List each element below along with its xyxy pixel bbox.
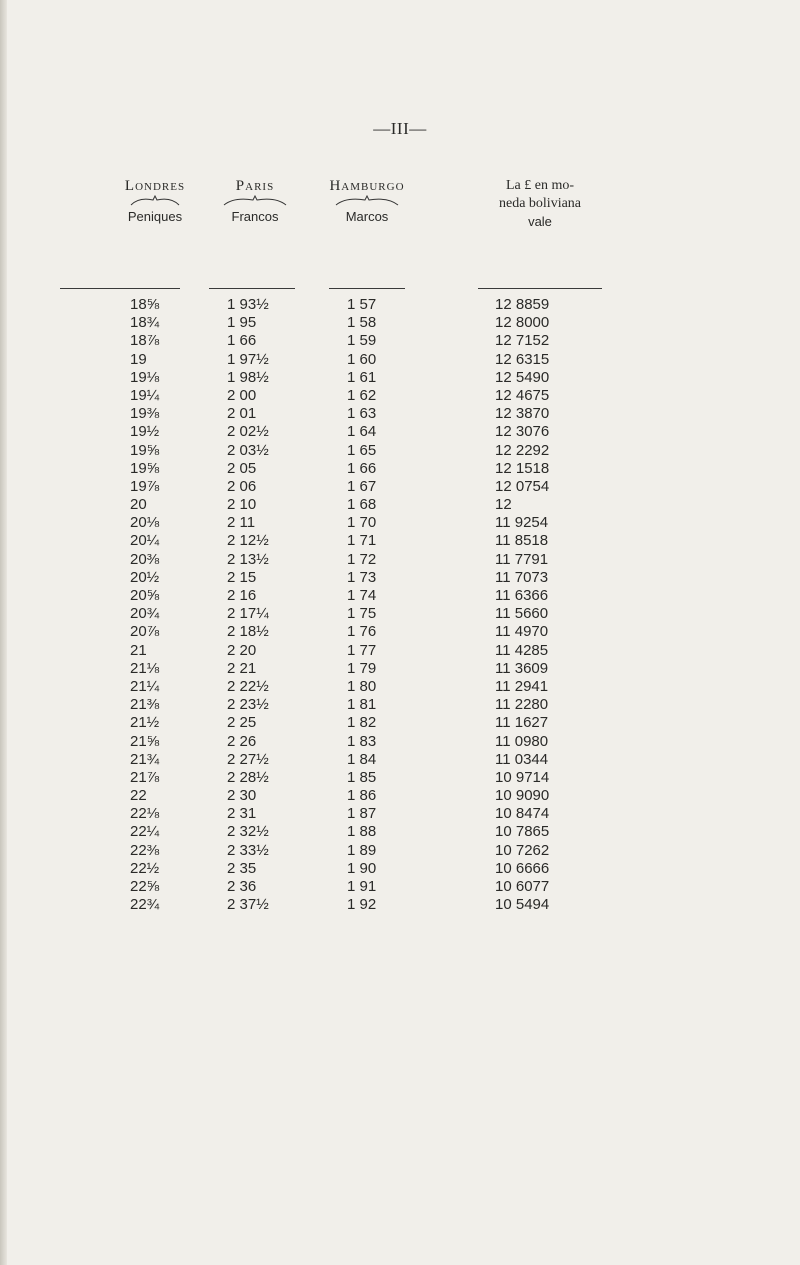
francs-cell: 1 98½ [227,368,269,386]
francs-cell: 2 12½ [227,532,269,550]
table-row [0,642,800,660]
marks-cell: 1 91 [347,878,377,895]
table-row [0,478,800,496]
table-row [0,860,800,878]
marks-cell: 1 67 [347,477,377,495]
page-title: —III— [373,119,427,138]
francs-cell: 2 36 [227,878,257,895]
francs-cell: 2 15 [227,568,257,586]
marks-cell: 1 73 [347,568,377,586]
header-rule [60,288,180,289]
header-londres-unit: Peniques [127,209,183,224]
pence-cell: 21⅛ [130,659,160,677]
marks-cell: 1 58 [347,314,377,332]
bolivian-value-cell: 11 2941 [495,677,549,695]
francs-cell: 2 00 [227,386,257,404]
pence-cell: 21¼ [130,677,160,695]
bolivian-value-cell: 12 7152 [495,332,550,350]
pence-cell: 21⅝ [130,732,160,750]
francs-cell: 2 13½ [227,550,269,568]
bolivian-value-cell: 11 0980 [495,732,549,750]
header-bolivia-unit: vale [528,214,552,229]
francs-cell: 2 30 [227,787,257,805]
pence-cell: 18¾ [130,314,160,332]
francs-cell: 2 17¼ [227,605,269,623]
marks-cell: 1 92 [347,896,377,914]
marks-cell: 1 86 [347,787,377,805]
pence-cell: 20⅞ [130,623,160,641]
table-row [0,769,800,787]
pence-cell: 22¾ [130,896,160,914]
brace-icon [222,195,288,207]
header-hamburgo-unit: Marcos [345,209,389,224]
table-row [0,714,800,732]
francs-cell: 2 21 [227,659,257,677]
marks-cell: 1 71 [347,532,377,550]
header-bolivia-line1: La £ en mo- [505,178,575,193]
bolivian-value-cell: 12 3076 [495,423,550,441]
pence-cell: 18⅝ [130,296,160,313]
pence-cell: 20⅜ [130,550,160,568]
pence-cell: 19⅞ [130,477,160,495]
francs-cell: 2 01 [227,405,257,423]
marks-cell: 1 74 [347,587,377,604]
brace-icon [334,195,400,207]
table-row [0,314,800,332]
table-row [0,532,800,550]
header-hamburgo-name: Hamburgo [329,178,405,194]
pence-cell: 20⅝ [130,587,160,604]
table-row [0,332,800,350]
marks-cell: 1 88 [347,823,377,841]
bolivian-value-cell: 12 8859 [495,296,550,313]
francs-cell: 1 97½ [227,350,269,368]
bolivian-value-cell: 10 7262 [495,841,550,859]
bolivian-value-cell: 11 7073 [495,568,549,586]
pence-cell: 18⅞ [130,332,160,350]
francs-cell: 2 26 [227,732,257,750]
pence-cell: 19 [130,350,147,368]
header-bolivia [455,178,625,229]
marks-cell: 1 76 [347,623,377,641]
bolivian-value-cell: 11 0344 [495,750,549,768]
pence-cell: 22⅝ [130,878,160,895]
bolivian-value-cell: 10 6666 [495,859,550,877]
bolivian-value-cell: 10 9090 [495,787,550,805]
marks-cell: 1 62 [347,386,377,404]
marks-cell: 1 65 [347,441,377,459]
marks-cell: 1 75 [347,605,377,623]
francs-cell: 1 95 [227,314,257,332]
pence-cell: 21¾ [130,750,160,768]
table-row [0,423,800,441]
marks-cell: 1 63 [347,405,377,423]
pence-cell: 20 [130,496,147,514]
marks-cell: 1 80 [347,677,377,695]
francs-cell: 2 37½ [227,896,269,914]
table-row [0,696,800,714]
marks-cell: 1 72 [347,550,377,568]
marks-cell: 1 83 [347,732,377,750]
header-paris-unit: Francos [231,209,279,224]
bolivian-value-cell: 10 9714 [495,768,550,786]
marks-cell: 1 89 [347,841,377,859]
bolivian-value-cell: 11 8518 [495,532,549,550]
bolivian-value-cell: 12 2292 [495,441,550,459]
header-hamburgo [307,178,427,224]
table-header [0,178,800,288]
bolivian-value-cell: 12 6315 [495,350,550,368]
francs-cell: 2 06 [227,477,257,495]
table-row [0,296,800,314]
francs-cell: 2 03½ [227,441,269,459]
table-row [0,605,800,623]
marks-cell: 1 77 [347,641,377,659]
francs-cell: 2 22½ [227,677,269,695]
pence-cell: 21⅜ [130,696,160,714]
header-londres [100,178,210,224]
francs-cell: 2 02½ [227,423,269,441]
table-row [0,878,800,896]
pence-cell: 21½ [130,714,160,732]
bolivian-value-cell: 12 5490 [495,368,550,386]
pence-cell: 19¼ [130,386,160,404]
pence-cell: 19⅝ [130,459,160,477]
bolivian-value-cell: 11 4970 [495,623,549,641]
header-rule [329,288,405,289]
bolivian-value-cell: 10 6077 [495,878,550,895]
pence-cell: 22⅛ [130,805,160,823]
bolivian-value-cell: 11 4285 [495,641,549,659]
bolivian-value-cell: 12 [495,496,512,514]
pence-cell: 20¼ [130,532,160,550]
bolivian-value-cell: 11 7791 [495,550,549,568]
table-row [0,733,800,751]
francs-cell: 2 35 [227,859,257,877]
bolivian-value-cell: 10 8474 [495,805,550,823]
marks-cell: 1 84 [347,750,377,768]
table-row [0,678,800,696]
bolivian-value-cell: 11 3609 [495,659,549,677]
table-row [0,387,800,405]
header-rule [209,288,295,289]
header-londres-name: Londres [124,178,186,194]
francs-cell: 1 66 [227,332,257,350]
table-row [0,623,800,641]
marks-cell: 1 90 [347,859,377,877]
bolivian-value-cell: 11 5660 [495,605,549,623]
marks-cell: 1 82 [347,714,377,732]
bolivian-value-cell: 11 2280 [495,696,549,714]
table-row [0,569,800,587]
table-row [0,551,800,569]
bolivian-value-cell: 12 4675 [495,386,550,404]
bolivian-value-cell: 12 3870 [495,405,550,423]
bolivian-value-cell: 10 5494 [495,896,550,914]
marks-cell: 1 59 [347,332,377,350]
pence-cell: 19⅛ [130,368,160,386]
table-row [0,823,800,841]
header-paris-name: Paris [235,178,275,194]
brace-icon [129,195,181,207]
table-row [0,805,800,823]
francs-cell: 2 18½ [227,623,269,641]
header-paris [205,178,305,224]
marks-cell: 1 70 [347,514,377,532]
pence-cell: 20½ [130,568,160,586]
bolivian-value-cell: 11 6366 [495,587,549,604]
bolivian-value-cell: 10 7865 [495,823,550,841]
francs-cell: 2 05 [227,459,257,477]
table-row [0,787,800,805]
table-row [0,496,800,514]
table-row [0,351,800,369]
header-rule [478,288,602,289]
table-row [0,751,800,769]
pence-cell: 21 [130,641,147,659]
pence-cell: 22⅜ [130,841,160,859]
table-row [0,460,800,478]
marks-cell: 1 81 [347,696,377,714]
table-row [0,442,800,460]
francs-cell: 2 20 [227,641,257,659]
francs-cell: 1 93½ [227,296,269,313]
bolivian-value-cell: 11 1627 [495,714,549,732]
pence-cell: 19⅜ [130,405,160,423]
marks-cell: 1 87 [347,805,377,823]
table-row [0,660,800,678]
francs-cell: 2 23½ [227,696,269,714]
marks-cell: 1 64 [347,423,377,441]
marks-cell: 1 79 [347,659,377,677]
pence-cell: 22½ [130,859,160,877]
francs-cell: 2 11 [227,514,256,532]
table-row [0,896,800,914]
pence-cell: 22 [130,787,147,805]
bolivian-value-cell: 12 8000 [495,314,550,332]
table-row [0,514,800,532]
marks-cell: 1 57 [347,296,377,313]
francs-cell: 2 32½ [227,823,269,841]
pence-cell: 22¼ [130,823,160,841]
bolivian-value-cell: 12 1518 [495,459,550,477]
francs-cell: 2 16 [227,587,257,604]
pence-cell: 19⅝ [130,441,160,459]
pence-cell: 20¾ [130,605,160,623]
table-row [0,369,800,387]
marks-cell: 1 60 [347,350,377,368]
pence-cell: 21⅞ [130,768,160,786]
francs-cell: 2 31 [227,805,257,823]
francs-cell: 2 27½ [227,750,269,768]
table-row [0,587,800,605]
marks-cell: 1 85 [347,768,377,786]
bolivian-value-cell: 12 0754 [495,477,550,495]
francs-cell: 2 10 [227,496,257,514]
francs-cell: 2 28½ [227,768,269,786]
marks-cell: 1 61 [347,368,377,386]
francs-cell: 2 25 [227,714,257,732]
header-bolivia-line2: neda boliviana [498,196,582,211]
table-row [0,405,800,423]
pence-cell: 20⅛ [130,514,160,532]
marks-cell: 1 66 [347,459,377,477]
exchange-table-body [0,296,800,914]
marks-cell: 1 68 [347,496,377,514]
bolivian-value-cell: 11 9254 [495,514,549,532]
pence-cell: 19½ [130,423,160,441]
table-row [0,842,800,860]
francs-cell: 2 33½ [227,841,269,859]
